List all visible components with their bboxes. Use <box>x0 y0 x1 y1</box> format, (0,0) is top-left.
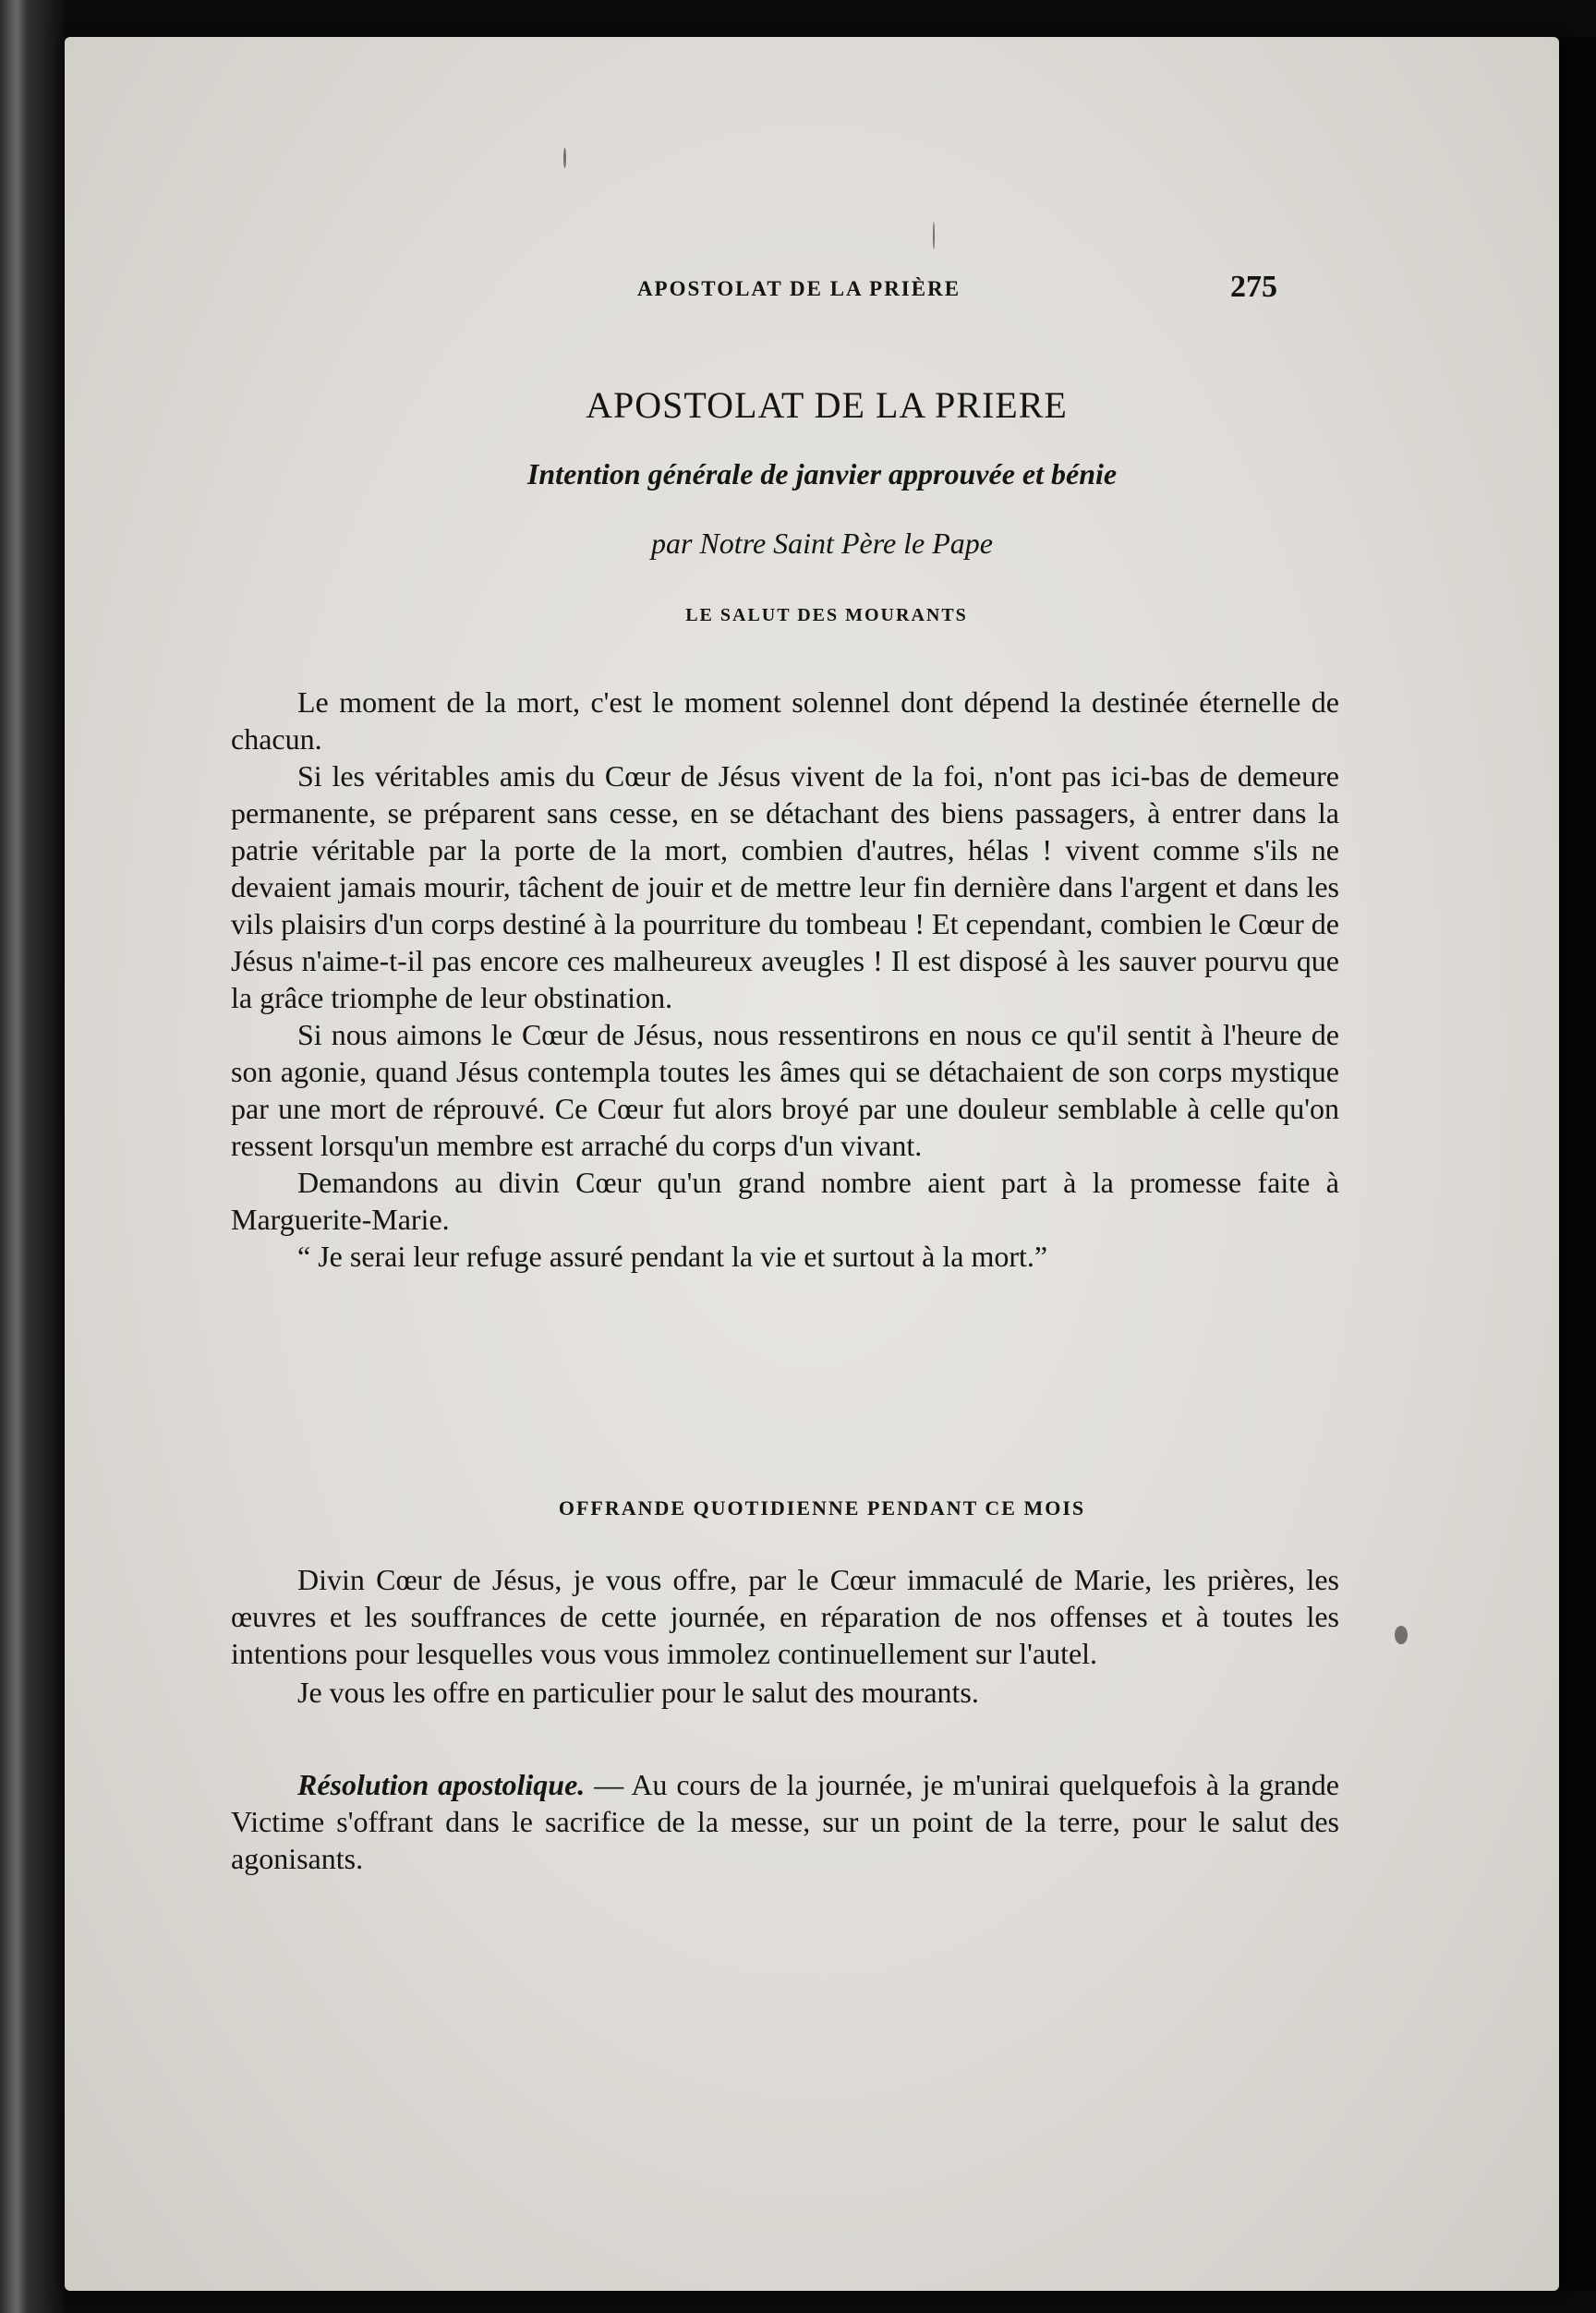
section-offrande-body <box>231 1561 1339 1711</box>
paragraph: Si les véritables amis du Cœur de Jésus vivent de la foi, n'ont pas ici-bas de demeure permanente, se préparent sans cesse, en se détachant des biens passagers, à entrer dans la patrie véritable par la porte de la mort, combien d'autres, hélas ! vivent comme s'ils ne devaient jamais mourir, tâchent de jouir et de mettre leur fin dernière dans l'argent et dans les vils plaisirs d'un corps destiné à la pourriture du tombeau ! Et cependant, combien le Cœur de Jésus n'aime-t-il pas encore ces malheureux aveugles ! Il est disposé à les sauver pourvu que la grâce triomphe de leur obstination. <box>231 759 1339 1014</box>
scan-speck <box>1395 1626 1408 1644</box>
resolution-paragraph <box>231 1766 1339 1877</box>
page-title: APOSTOLAT DE LA PRIERE <box>586 384 1068 426</box>
section-heading-offrande: OFFRANDE QUOTIDIENNE PENDANT CE MOIS <box>558 1496 1086 1520</box>
resolution-text: — Au cours de la journée, je m'unirai quelquefois à la grande Victime s'offrant dans le sacrifice de la messe, sur un point de la terre, pour le salut des agonisants. <box>231 1768 1340 1875</box>
page-number: 275 <box>1230 270 1277 304</box>
scan-right-margin <box>1559 37 1596 2291</box>
paragraph: Le moment de la mort, c'est le moment solennel dont dépend la destinée éternelle de chacun. <box>231 685 1339 756</box>
paragraph: Divin Cœur de Jésus, je vous offre, par le Cœur immaculé de Marie, les prières, les œuvres et les souffrances de cette journée, en réparation de nos offenses et à toutes les intentions pour lesquelles vous vous immolez continuellement sur l'autel. <box>231 1563 1339 1670</box>
scan-speck <box>933 222 935 249</box>
scan-left-margin <box>0 0 65 2313</box>
scan-speck <box>563 148 566 168</box>
paragraph: “ Je serai leur refuge assuré pendant la vie et surtout à la mort.” <box>297 1240 1048 1273</box>
resolution-lead: Résolution apostolique. <box>297 1768 586 1801</box>
section-salut-body <box>231 684 1339 1275</box>
paragraph: Demandons au divin Cœur qu'un grand nombre aient part à la promesse faite à Marguerite-Marie. <box>231 1166 1339 1236</box>
book-page <box>65 37 1559 2291</box>
paragraph: Je vous les offre en particulier pour le salut des mourants. <box>297 1676 979 1709</box>
subtitle-line-2: par Notre Saint Père le Pape <box>651 527 993 560</box>
paragraph: Si nous aimons le Cœur de Jésus, nous ressentirons en nous ce qu'il sentit à l'heure de son agonie, quand Jésus contempla toutes les âmes qui se détachaient de son corps mystique par une mort de réprouvé. Ce Cœur fut alors broyé par une douleur semblable à celle qu'on ressent lorsqu'un membre est arraché du corps d'un vivant. <box>231 1018 1339 1162</box>
running-head: APOSTOLAT DE LA PRIÈRE <box>636 277 961 300</box>
section-heading-salut: LE SALUT DES MOURANTS <box>685 605 968 625</box>
subtitle-line-1: Intention générale de janvier approuvée et bénie <box>526 457 1118 490</box>
paragraph <box>231 1766 1339 1877</box>
